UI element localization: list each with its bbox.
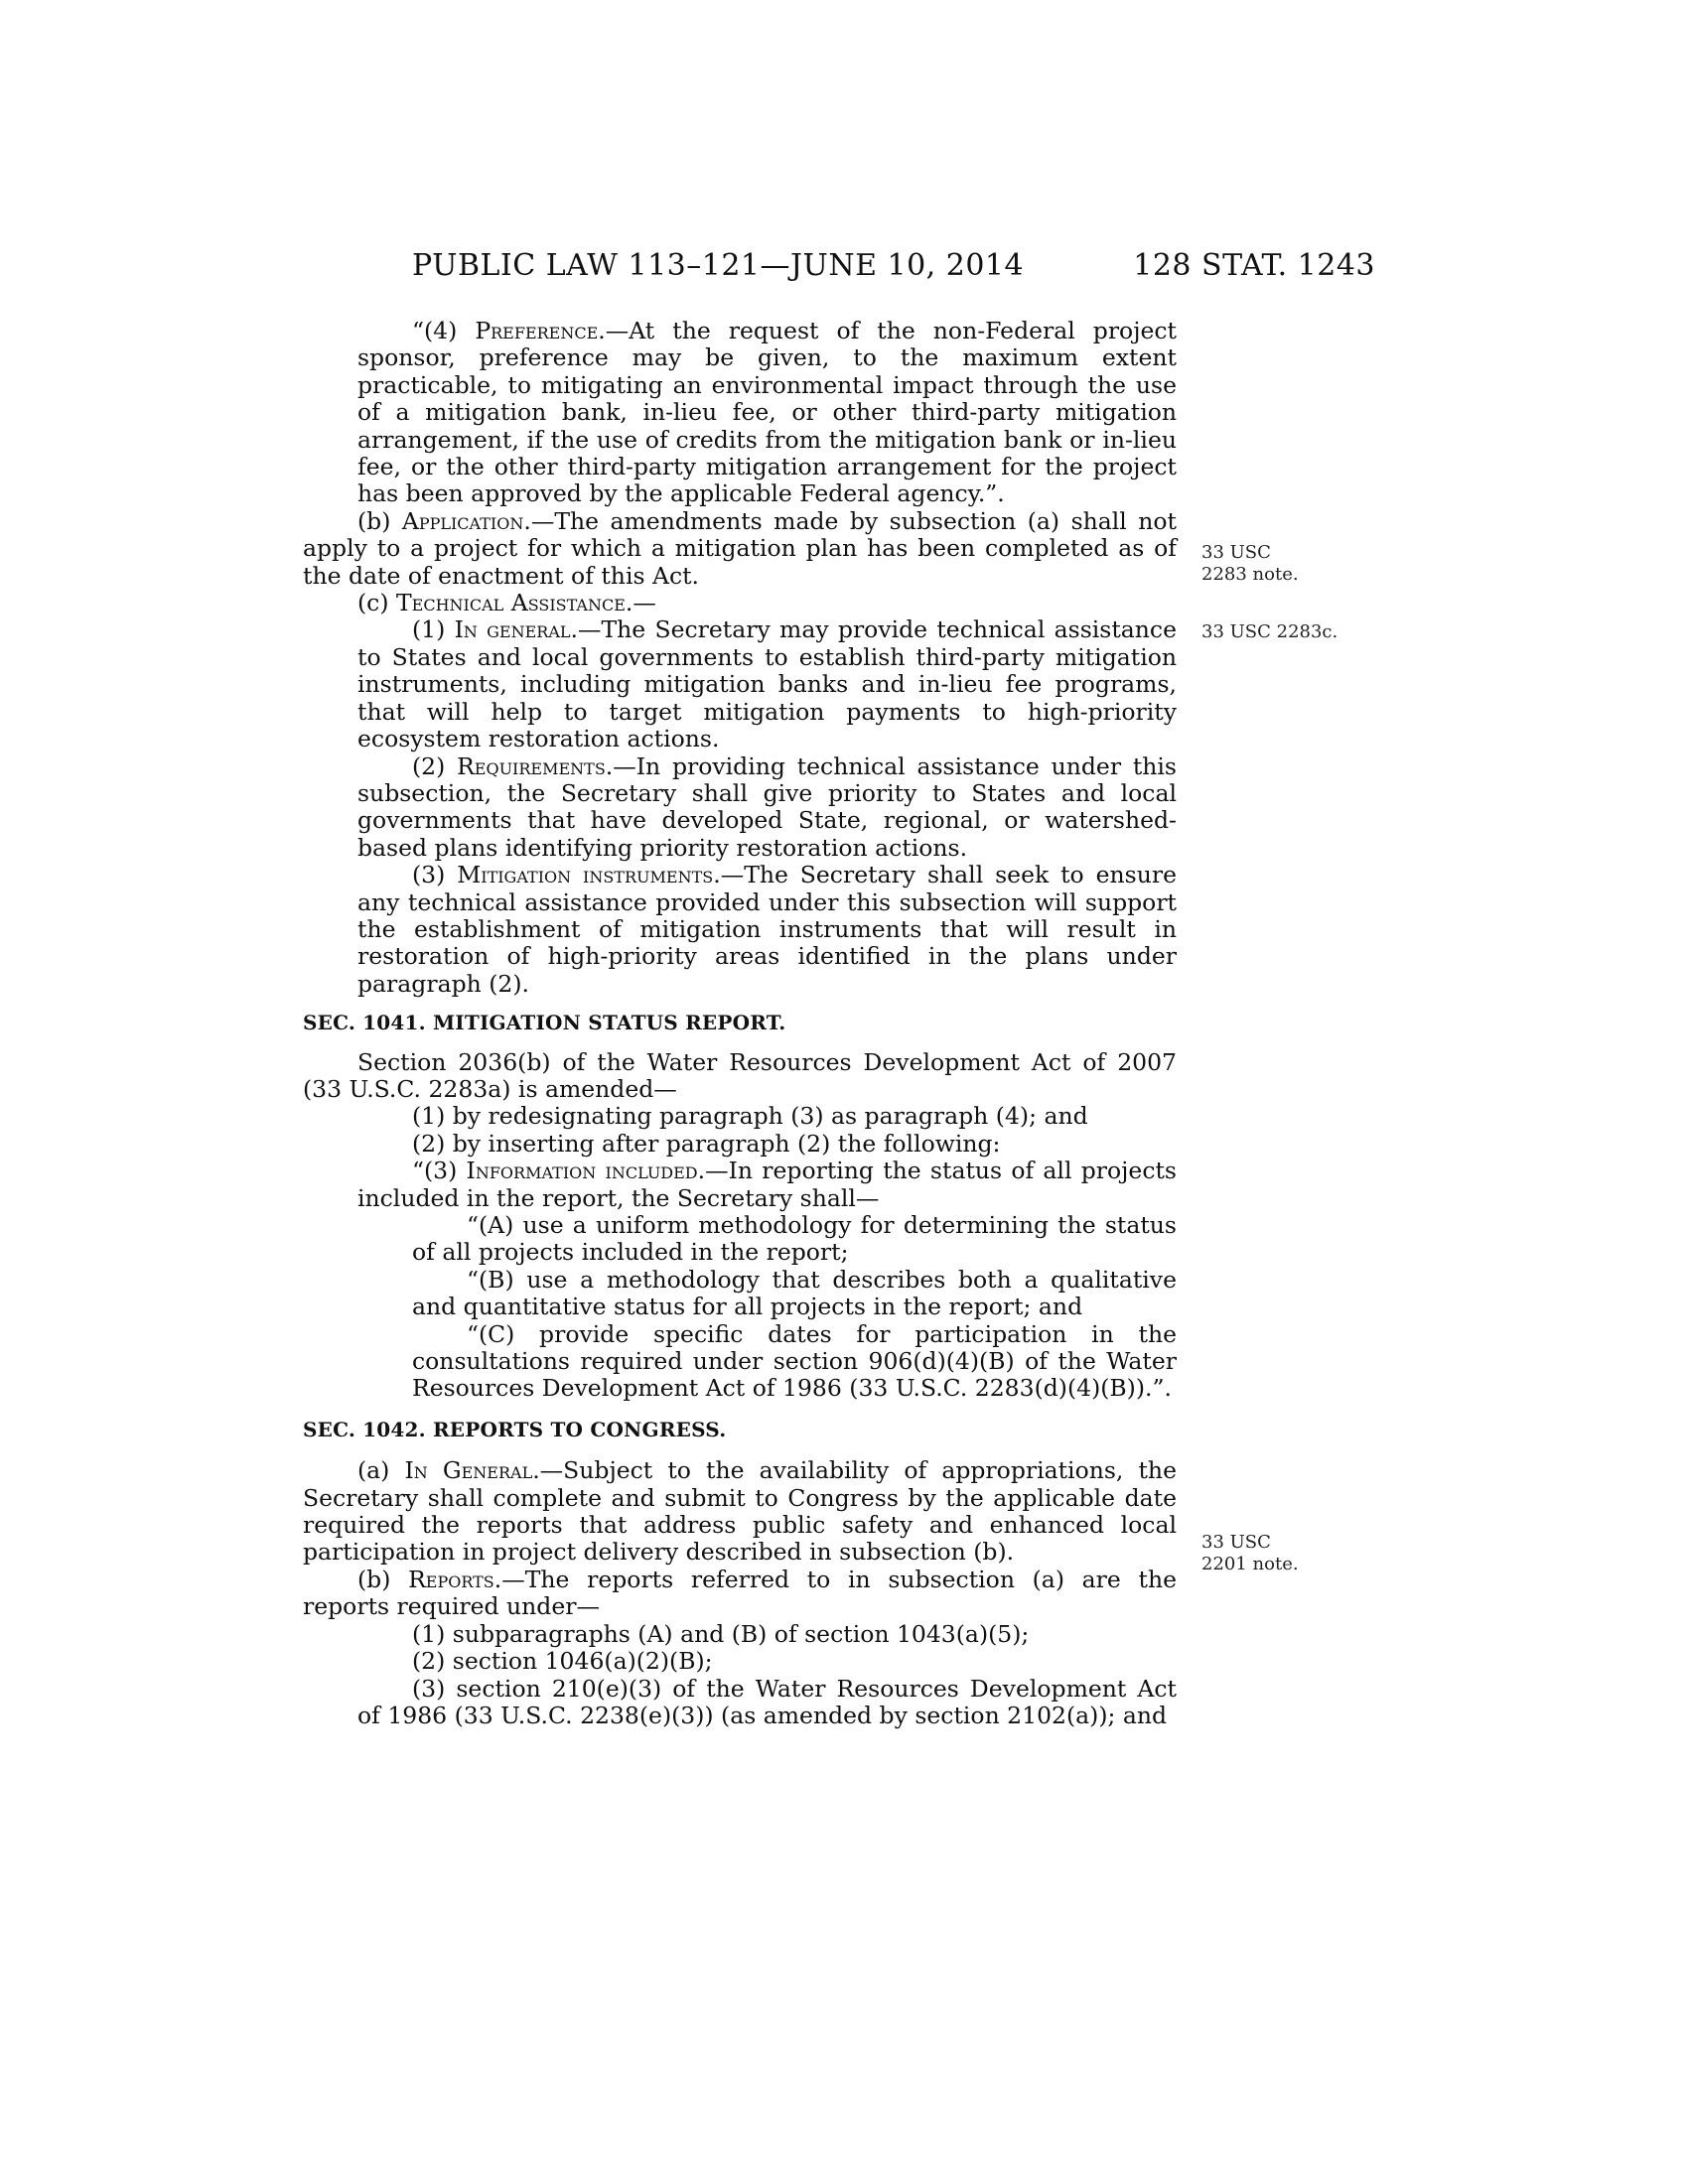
section-1041-heading: SEC. 1041. MITIGATION STATUS REPORT. <box>303 1011 786 1035</box>
paragraph-c1-in-general: (1) In general.—The Secretary may provide technical assistance to States and local governments to establish third-party mitigation instruments, including mitigation banks and in-lieu fee programs, that will help to target mitigation payments to high-priority ecosystem restoration actions. <box>357 615 1177 753</box>
section-1042-heading: SEC. 1042. REPORTS TO CONGRESS. <box>303 1417 727 1441</box>
section-1041-item-B: “(B) use a methodology that describes both a qualitative and quantitative status for all projects in the report; and <box>412 1265 1177 1321</box>
paragraph-4-preference: “(4) Preference.—At the request of the non-Federal project sponsor, preference may be given, to the maximum extent practicable, to mitigating an environmental impact through the use of a mitigation bank, in-lieu fee, or other third-party mitigation arrangement, if the use of credits from the mitigation bank or in-lieu fee, or the other third-party mitigation arrangement for the project has been approved by the applicable Federal agency.”. <box>357 317 1178 508</box>
section-1041-item-1: (1) by redesignating paragraph (3) as paragraph (4); and <box>412 1102 1088 1131</box>
section-1041-intro: Section 2036(b) of the Water Resources Development Act of 2007 (33 U.S.C. 2283a) is amended— <box>303 1047 1177 1103</box>
paragraph-c2-requirements: (2) Requirements.—In providing technical assistance under this subsection, the Secretary shall give priority to States and local governments that have developed State, regional, or watershed-based plans identifying priority restoration actions. <box>357 751 1177 862</box>
section-1042-subsection-a: (a) In General.—Subject to the availability of appropriations, the Secretary shall complete and submit to Congress by the applicable date required the reports that address public safety and enhanced local participation in project delivery described in subsection (b). <box>303 1456 1177 1567</box>
paragraph-c3-mitigation-instruments: (3) Mitigation instruments.—The Secretary shall seek to ensure any technical assistance provided under this subsection will support the establishment of mitigation instruments that will result in restoration of high-priority areas identified in the plans under paragraph (2). <box>357 861 1177 998</box>
subsection-c-technical-assistance: (c) Technical Assistance.— <box>357 589 656 617</box>
section-1042-subsection-b: (b) Reports.—The reports referred to in subsection (a) are the reports required under— <box>303 1565 1177 1621</box>
page-header <box>303 248 1375 288</box>
section-1042-item-3: (3) section 210(e)(3) of the Water Resources Development Act of 1986 (33 U.S.C. 2238(e)(3)) (as amended by section 2102(a)); and <box>357 1674 1177 1729</box>
section-1042-item-2: (2) section 1046(a)(2)(B); <box>412 1647 713 1676</box>
section-1042-item-1: (1) subparagraphs (A) and (B) of section 1043(a)(5); <box>412 1619 1030 1648</box>
section-1041-item-3: “(3) Information included.—In reporting the status of all projects included in the report, the Secretary shall— <box>357 1157 1177 1212</box>
subsection-b-application: (b) Application.—The amendments made by subsection (a) shall not apply to a project for which a mitigation plan has been completed as of the date of enactment of this Act. <box>303 506 1177 590</box>
margin-note-2283c: 33 USC 2283c. <box>1201 621 1338 642</box>
margin-note-2201: 33 USC 2201 note. <box>1201 1532 1299 1574</box>
statute-page-citation: 128 STAT. 1243 <box>1133 248 1375 283</box>
section-1041-item-C: “(C) provide specific dates for participation in the consultations required under section 906(d)(4)(B) of the Water Resources Development Act of 1986 (33 U.S.C. 2283(d)(4)(B)).”. <box>412 1319 1177 1403</box>
section-1041-item-A: “(A) use a uniform methodology for determining the status of all projects included in the report; <box>412 1211 1177 1267</box>
running-head: PUBLIC LAW 113–121—JUNE 10, 2014 <box>412 248 1025 283</box>
page-body <box>303 318 1177 1729</box>
margin-note-2283: 33 USC 2283 note. <box>1201 542 1299 585</box>
section-1041-item-2: (2) by inserting after paragraph (2) the following: <box>412 1129 1001 1158</box>
